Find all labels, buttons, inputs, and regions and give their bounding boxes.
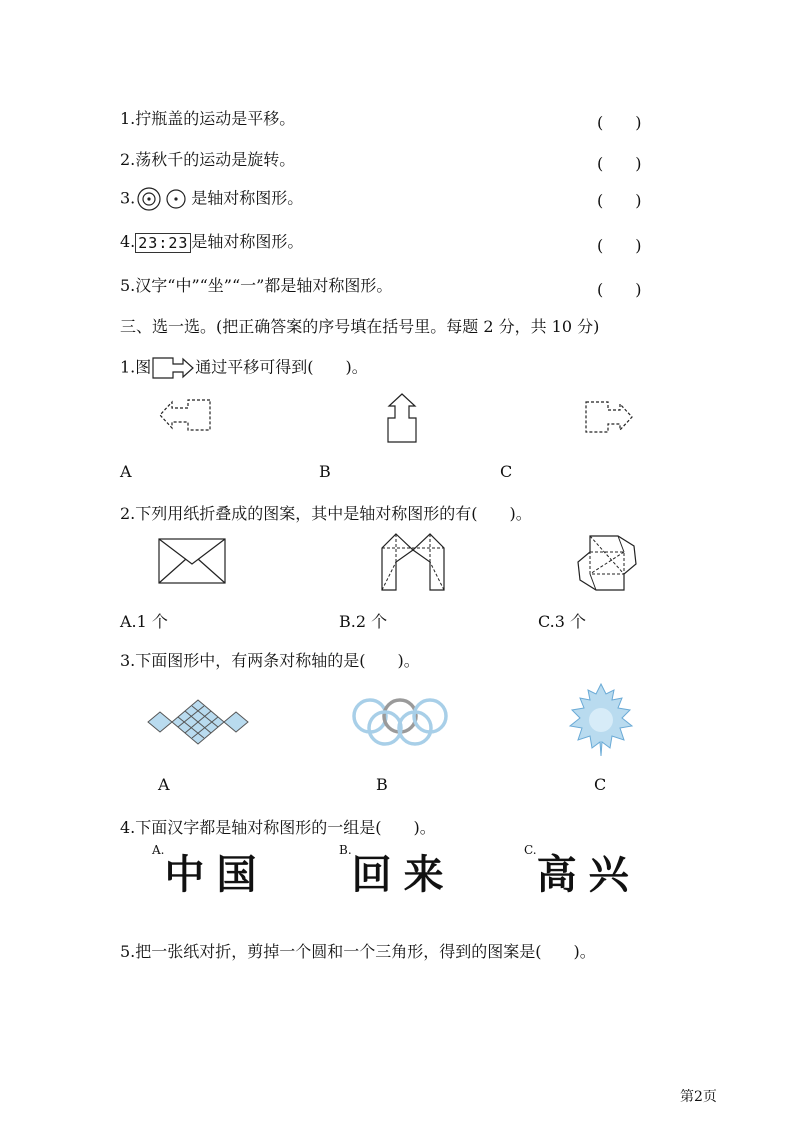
judge-item-1 [120,108,295,130]
judge-item-3-text: 是轴对称图形。 [191,188,304,208]
q3-option-a-label[interactable]: A [158,775,170,794]
q1-option-c-label[interactable]: C [500,462,513,481]
arrow-shape-figure [151,356,195,380]
answer-paren-2[interactable]: ( ) [597,154,642,173]
judge-item-2-text: 2.荡秋千的运动是旋转。 [120,150,296,169]
option-a-left-arrow-figure [158,398,212,432]
snowflake-figure [566,682,636,758]
judge-item-5 [120,275,392,297]
judge-item-4 [120,231,303,253]
concentric-circles-figure [135,186,191,212]
q4-option-a-letter: A. [152,843,165,857]
question-2: 2.下列用纸折叠成的图案，其中是轴对称图形的有( )。 [120,504,532,523]
judge-item-3-number: 3. [120,188,136,208]
q4-option-b-letter: B. [339,843,352,857]
q2-option-c-label[interactable]: C.3 个 [538,612,587,631]
q4-option-b-chars: 回来 [351,852,456,898]
q4-option-c[interactable] [524,843,641,900]
judge-item-3 [120,186,303,212]
page-number: 第2页 [680,1089,717,1105]
judge-item-1-text: 1.拧瓶盖的运动是平移。 [120,109,296,128]
pinwheel-fold-figure [576,534,638,592]
q1-option-b-label[interactable]: B [319,462,331,481]
option-b-up-arrow-figure [386,392,418,444]
section-heading: 三、选一选。(把正确答案的序号填在括号里。每题 2 分，共 10 分) [120,317,600,336]
judge-item-5-text: 5.汉字“中”“坐”“一”都是轴对称图形。 [120,276,393,295]
q2-option-b-label[interactable]: B.2 个 [339,612,388,631]
question-1-prefix: 1.图 [120,357,152,377]
answer-paren-3[interactable]: ( ) [597,191,642,210]
q3-option-b-label[interactable]: B [376,775,388,794]
digital-clock-figure: 23:23 [135,233,191,253]
envelope-fold-figure [158,538,226,584]
judge-item-4-text: 是轴对称图形。 [191,232,304,251]
q2-option-a-label[interactable]: A.1 个 [120,612,168,631]
answer-paren-4[interactable]: ( ) [597,236,642,255]
q4-option-c-letter: C. [524,843,537,857]
question-1-text: 通过平移可得到( )。 [195,357,368,377]
bow-fold-figure [380,532,446,592]
olympic-rings-figure [350,696,450,748]
question-5: 5.把一张纸对折，剪掉一个圆和一个三角形，得到的图案是( )。 [120,942,596,961]
q4-option-b[interactable] [339,843,456,900]
question-1 [120,356,368,380]
q4-option-c-chars: 高兴 [536,852,641,898]
q3-option-c-label[interactable]: C [594,775,607,794]
answer-paren-5[interactable]: ( ) [597,280,642,299]
question-3: 3.下面图形中，有两条对称轴的是( )。 [120,651,420,670]
knot-pattern-figure [146,698,250,746]
q1-option-a-label[interactable]: A [120,462,132,481]
option-c-right-arrow-figure [584,400,634,434]
q4-option-a-chars: 中国 [164,852,269,898]
judge-item-2 [120,149,295,171]
judge-item-4-number: 4. [120,232,136,251]
answer-paren-1[interactable]: ( ) [597,113,642,132]
q4-option-a[interactable] [152,843,268,900]
question-4: 4.下面汉字都是轴对称图形的一组是( )。 [120,818,436,837]
